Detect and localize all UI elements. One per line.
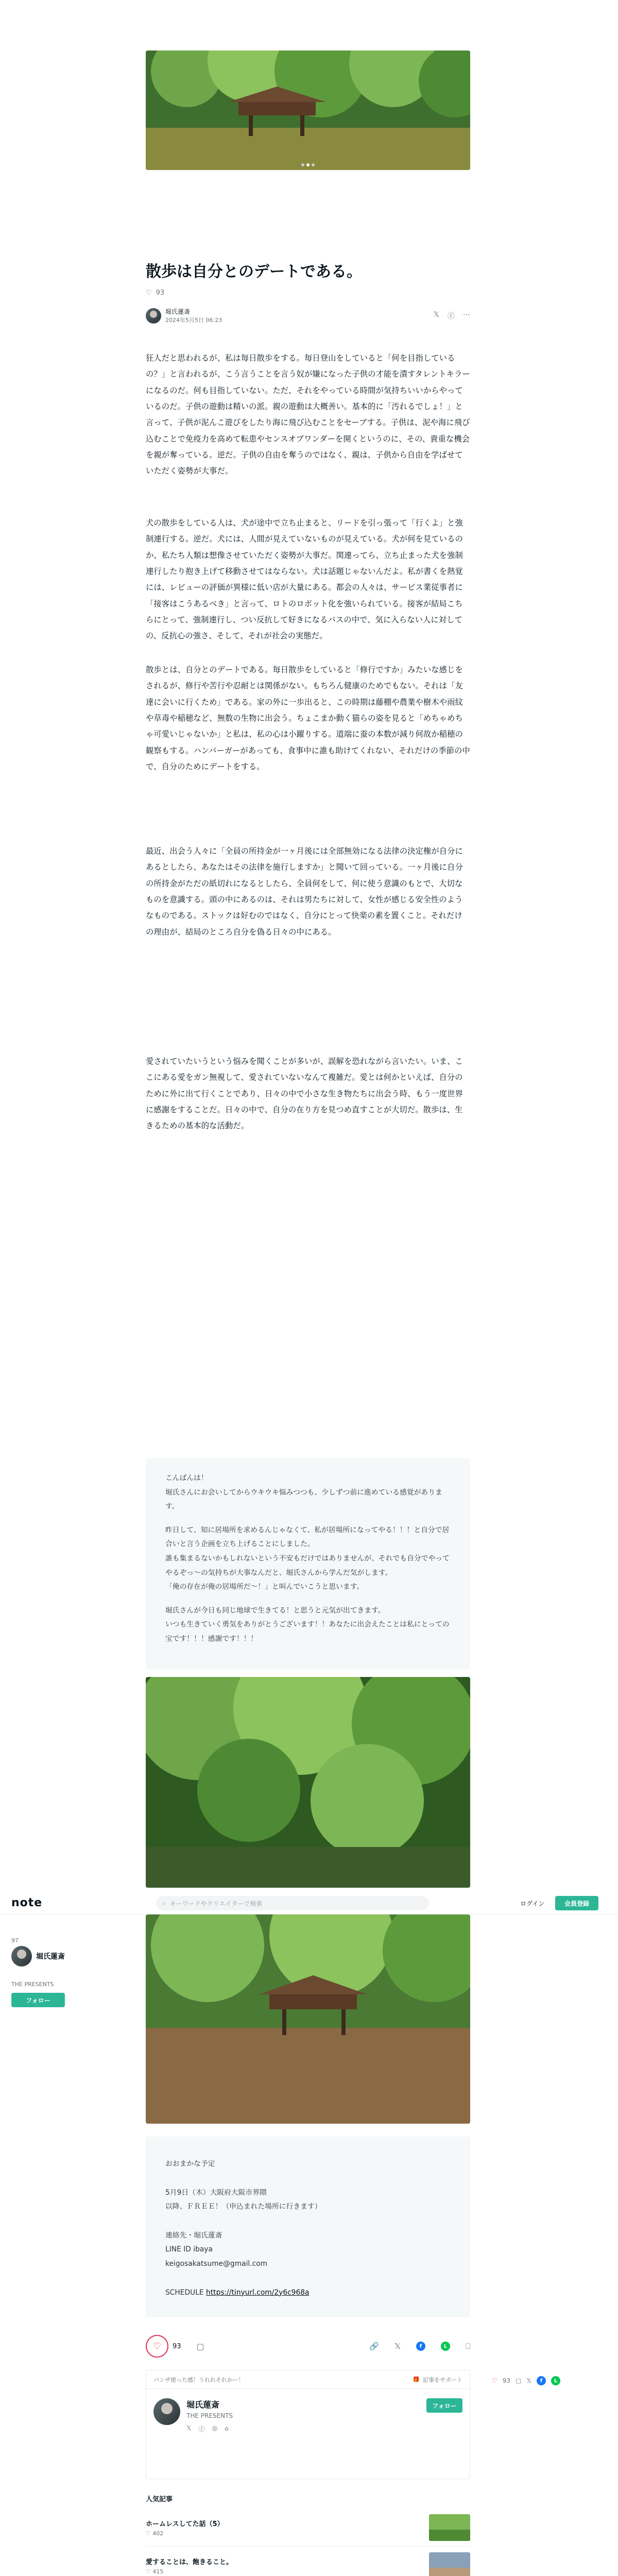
heart-icon: ♡ <box>146 2568 153 2575</box>
like-summary[interactable] <box>146 289 164 297</box>
gift-icon: 🎁 <box>413 2376 420 2383</box>
list-item[interactable] <box>146 2547 470 2576</box>
forest-photo <box>146 1677 470 1888</box>
action-row <box>146 2334 470 2359</box>
site-header <box>0 1892 618 1914</box>
facebook-share-icon[interactable]: f <box>416 2342 425 2351</box>
creator-sub: THE PRESENTS <box>186 2412 233 2419</box>
website-icon[interactable]: ⌂ <box>225 2425 229 2432</box>
list-item[interactable] <box>146 2509 470 2547</box>
facebook-icon[interactable]: ⓕ <box>198 2426 205 2433</box>
quote-p1: こんばんは！ 堀氏さんにお会いしてからウキウキ悩みつつも、少しずつ前に進めている感覚があります。 <box>165 1474 442 1511</box>
article-title: 散歩は自分とのデートである。 <box>146 263 362 281</box>
comment-icon[interactable]: ▢ <box>516 2377 522 2384</box>
popular-thumbnail <box>429 2552 470 2576</box>
search-input[interactable] <box>156 1896 429 1910</box>
support-link[interactable]: 記事をサポート <box>423 2376 462 2383</box>
link-icon[interactable]: 🔗 <box>369 2342 379 2351</box>
creator-name[interactable]: 堀氏蓮斎 <box>186 2400 220 2410</box>
login-link[interactable]: ログイン <box>520 1900 545 1907</box>
paragraph-1: 狂人だと思われるが、私は毎日散歩をする。毎日登山をしていると「何を目指しているの？」と言われるが、こう言うことを言う奴が嫌になった子供の才能を潰すタレントキラーになるのだ。何も目指していない。ただ、それをやっている時間が気持ちいいからやっているのだ。子供の遊動は精いの派。親の遊動は大概善い。基本的に「汚れるでしょ！」と言って、子供が泥んこ遊びをしたり海に飛び込むことをセーブする。子供は、泥や海に飛び込むことで免疫力を高めて転患やセンスオブワンダーを開くというのに、その、貴重な機会を親が奪っている。逆だ。子供の自由を奪うのではなく、親は、子供から自由を学ばせていただく姿勢が大事だ。 <box>146 353 470 476</box>
heart-icon: ♡ <box>146 2530 153 2537</box>
pavilion-photo <box>146 1914 470 2124</box>
heart-icon[interactable]: ♡ <box>146 289 152 297</box>
x-share-icon[interactable]: 𝕏 <box>394 2342 401 2351</box>
like-count: 93 <box>156 289 165 297</box>
follow-label: フォロー <box>432 2402 457 2410</box>
quote-p3: 堀氏さんが今日も同じ地球で生きてる！と思うと元気が出てきます。 いつも生きていく勇気をありがとうございます！！あなたに出会えたことは私にとっての宝です！！！感謝です！！！ <box>165 1606 450 1643</box>
comment-icon[interactable]: ▢ <box>196 2341 204 2351</box>
sidebar-follow-button[interactable] <box>11 1993 65 2007</box>
sidebar-avatar[interactable] <box>11 1946 32 1967</box>
info-heading: おおまかな予定 <box>165 2160 215 2168</box>
paragraph-5: 愛されていたいうという悩みを聞くことが多いが、誤解を恐れながら言いたい。いま、ここにある愛をガン無視して、愛されていないなんて複雑だ。愛とは何かといえば、自分のために外に出て行くことであり、日々の中で小さな生き物たちに出会う時、もう一度世界に感謝をすることだ。日々の中で、自分の在り方を見つめ直すことが大切だ。散歩は、生きるための基本的な活動だ。 <box>146 1057 463 1131</box>
instagram-icon[interactable]: ◎ <box>212 2425 218 2432</box>
more-icon[interactable]: ⋯ <box>463 311 470 319</box>
creator-avatar[interactable] <box>153 2398 180 2425</box>
publish-date: 2024年5月5日 06:23 <box>165 316 222 324</box>
facebook-share-icon[interactable]: f <box>537 2376 546 2385</box>
creator-follow-button[interactable] <box>426 2398 462 2413</box>
info-line-id: LINE ID ibaya <box>165 2245 213 2254</box>
facebook-share-icon[interactable]: ⓕ <box>448 312 455 320</box>
paragraph-3: 散歩とは、自分とのデートである。毎日散歩をしていると「修行ですか」みたいな感じをされるが、修行や苦行や忍耐とは関係がない。もちろん健康のためでもない。それは「友達に会いに行くため」である。家の外に一歩出ると、この時期は藤棚や農業や樹木や雨紋や草毒や稲穂など、無数の生物に出会う。ちょこまか動く猫らの姿を見ると「めちゃめちゃ可愛いじゃないか」と私は、私の心は小躍りする。道端に蚕の本数が減り何故か稲穂の観察もする。ハンバーガーがあっても、食事中に誰も助けてくれない、それだけの季節の中で、自分のためにデートをする。 <box>146 665 470 772</box>
paragraph-4: 最近、出会う人々に「全員の所持金が一ヶ月後には全部無効になる法律の決定権が自分にあるとしたら、あなたはその法律を施行しますか」と聞いて回っている。一ヶ月後に自分の所持金がただの紙切れになるとしたら、全員何をして、何に使う意識のもとで、大切なものを意識する。頭の中にあるのは、それは男たちに対して、女性が感じる安全性のようなものである。ストックは好むのではなく、自分にとって快楽の素を置くこと。それだけの理由が、結局のところ自分を偽る日々の中にある。 <box>146 846 463 937</box>
author-name[interactable]: 堀氏蓮斎 <box>165 308 191 315</box>
support-box <box>146 2370 470 2479</box>
signup-button[interactable]: 会員登録 <box>555 1896 598 1910</box>
info-email: keigosakatsume@gmail.com <box>165 2259 268 2268</box>
note-logo[interactable]: note <box>11 1896 43 1909</box>
info-contact: 連絡先・堀氏蓮斎 <box>165 2231 222 2240</box>
paragraph-2: 犬の散歩をしている人は、犬が途中で立ち止まると、リードを引っ張って「行くよ」と強制連行する。逆だ。犬には、人間が見えていないものが見えている。犬が何を見ているのか、私たち人類は想像させていただく姿勢が大事だ。関連ってら、立ち止まった犬を強制連行したり抱き上げて移動させてはならない。犬は話題じゃないんだよ。私が書くを熱覚には、レビューの評価が異様に低い店が大量にある。都会の人々は、サービス業従事者に「接客はこうあるべき」と言って、ロトのロボット化を強いられている。接客が結局こちらにとって、強制連行し、つい反抗して好きになるバスの中で、気に入らない人に対しての、反抗心の強さ、そして、それが社会の実態だ。 <box>146 518 463 641</box>
search-icon: ⌕ <box>162 1899 166 1907</box>
x-icon[interactable]: 𝕏 <box>186 2425 192 2432</box>
popular-heading: 人気記事 <box>146 2496 173 2503</box>
quote-box <box>146 1458 470 1669</box>
sidebar-count: 97 <box>11 1937 19 1944</box>
like-button[interactable] <box>146 2335 168 2358</box>
schedule-label: SCHEDULE <box>165 2288 204 2297</box>
support-question: バンザ使った感！うれれそれかー！ <box>153 2376 244 2383</box>
popular-title: 愛することは、飽きること。 <box>146 2558 233 2566</box>
heart-icon[interactable]: ♡ <box>492 2377 497 2384</box>
sidebar-name[interactable]: 堀氏蓮斎 <box>36 1953 65 1961</box>
popular-articles <box>146 2494 470 2576</box>
hero-image <box>146 50 470 170</box>
quote-p2: 昨日して、知に居場所を求めるんじゃなくて、私が居場所になってやる！！！と自分で居合いと言う企画を立ち上げることにしました。 誰も集まるないかもしれないという不安もだけではありませんが、それでも自分でやってやるぞっ〜の気持ちが大事なんだと、堀氏さんから学んだ気がします。 「俺の存在が俺の居場所だ〜！」と叫んでいこうと思います。 <box>165 1526 450 1591</box>
info-line1: 5月9日（木）大阪府大阪市界隈 <box>165 2188 267 2197</box>
popular-thumbnail <box>429 2514 470 2541</box>
line-share-icon[interactable]: L <box>441 2342 450 2351</box>
schedule-box <box>146 2137 470 2317</box>
heart-icon: ♡ <box>152 2341 162 2352</box>
float-like-count: 93 <box>502 2377 511 2384</box>
follow-label: フォロー <box>26 1996 50 2004</box>
line-share-icon[interactable]: L <box>551 2376 560 2385</box>
popular-title: ホームレスしてた話（5） <box>146 2520 224 2528</box>
info-line2: 以降、ＦＲＥＥ！（申込まれた場所に行きます） <box>165 2202 322 2211</box>
bookmark-icon[interactable]: ⎕ <box>465 2342 470 2351</box>
popular-likes: 402 <box>152 2530 164 2537</box>
like-count-bottom: 93 <box>173 2342 181 2350</box>
author-row <box>146 307 470 325</box>
creator-sidebar <box>11 1937 114 2007</box>
floating-share <box>492 2376 560 2385</box>
author-avatar[interactable] <box>146 308 161 324</box>
schedule-link[interactable]: https://tinyurl.com/2y6c968a <box>206 2288 310 2297</box>
x-share-icon[interactable]: 𝕏 <box>433 311 439 319</box>
sidebar-sub: THE PRESENTS <box>11 1981 54 1988</box>
x-share-icon[interactable]: 𝕏 <box>526 2377 532 2384</box>
search-placeholder: キーワードやクリエイターで検索 <box>169 1900 263 1907</box>
popular-likes: 415 <box>152 2568 164 2575</box>
